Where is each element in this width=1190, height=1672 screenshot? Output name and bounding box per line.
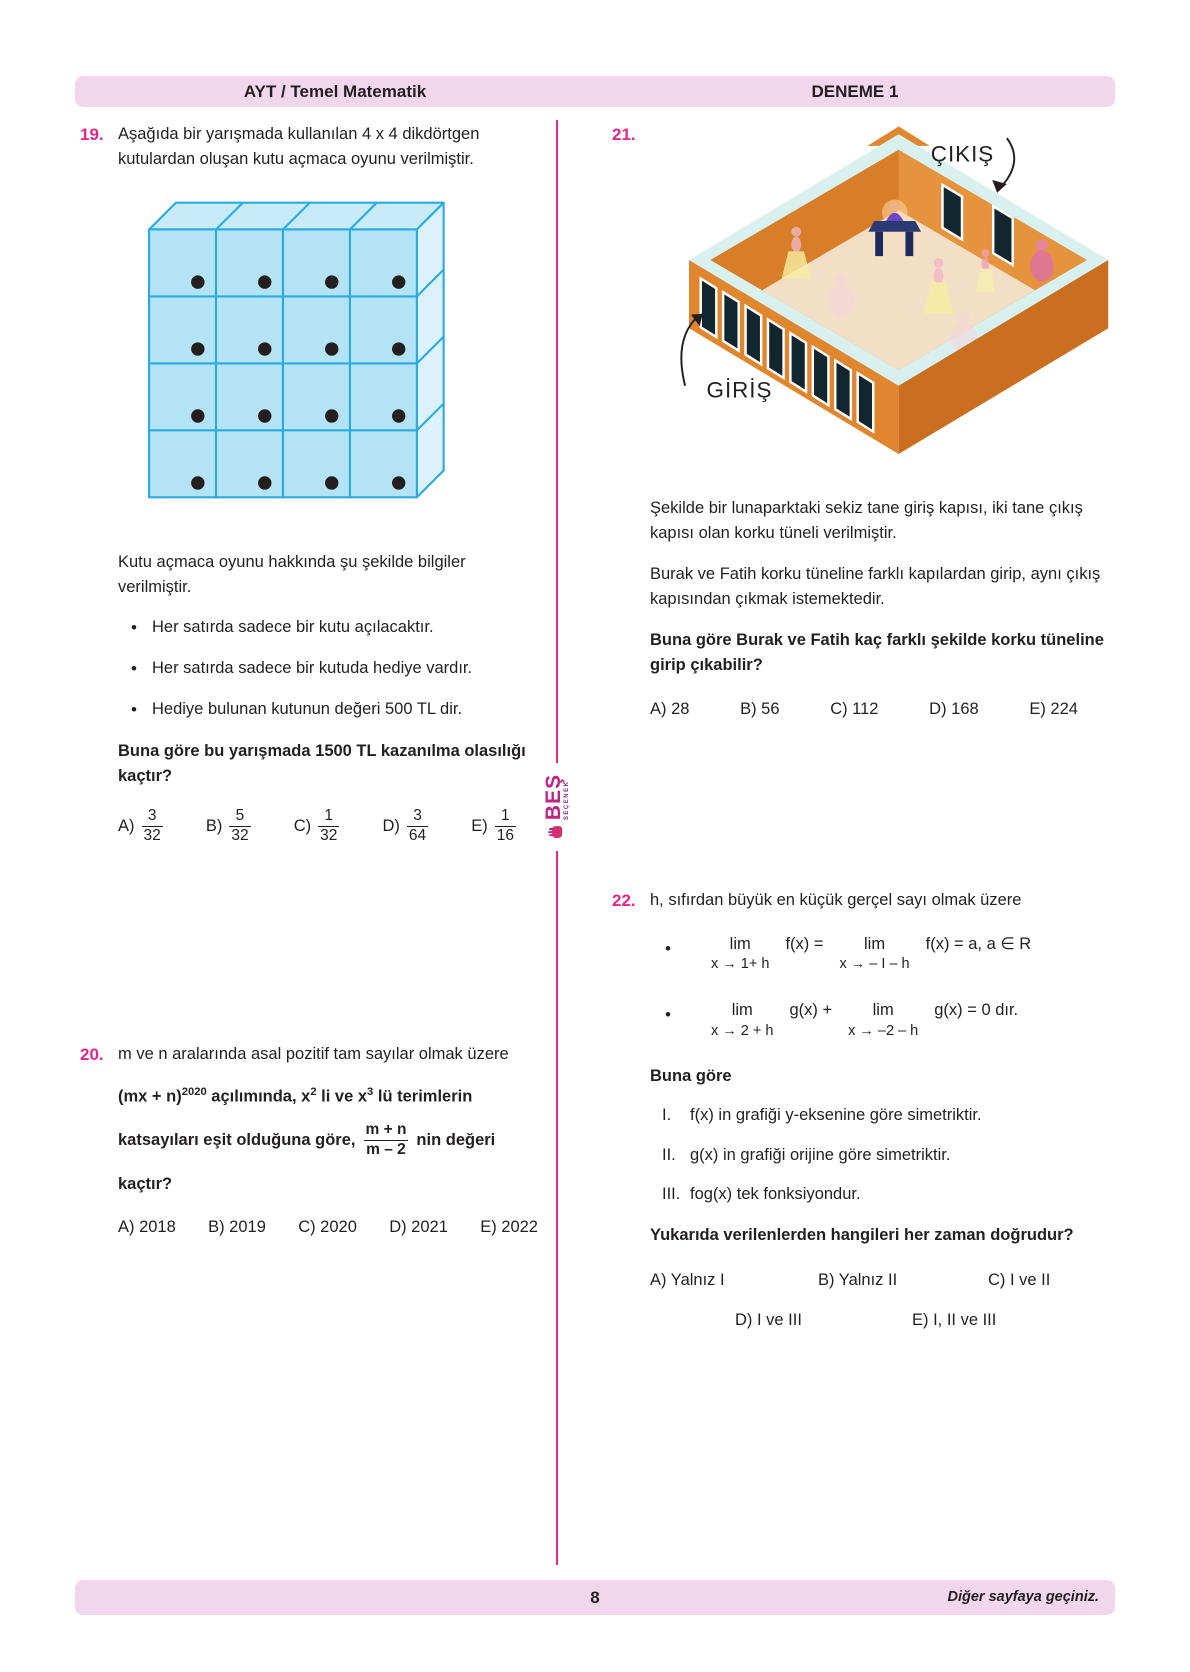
footer-bar bbox=[75, 1580, 1115, 1615]
header-left-title: AYT / Temel Matematik bbox=[243, 81, 427, 101]
option-B: B) 56 bbox=[740, 699, 780, 718]
statement-1: I. f(x) in grafiği y-eksenine göre simetriktir. bbox=[662, 1106, 982, 1125]
question-21-p2: Burak ve Fatih korku tüneline farklı kapılardan girip, aynı çıkış kapısından çıkmak istemektedir. bbox=[650, 565, 1101, 609]
option-D: D) $\frac{3}{64}$ bbox=[382, 807, 427, 844]
limit-line-2: • lim x → 2 + h g(x) + lim x → –2 – h g(x) = 0 dır. bbox=[665, 1001, 1019, 1039]
option-C: C) 2020 bbox=[298, 1217, 357, 1236]
bullet-item: • Her satırda sadece bir kutuda hediye vardır. bbox=[131, 659, 473, 679]
bullet-item: • Her satırda sadece bir kutu açılacaktır. bbox=[131, 618, 434, 638]
question-20-options bbox=[118, 1215, 538, 1240]
bullet-item: • Hediye bulunan kutunun değeri 500 TL dir. bbox=[131, 700, 463, 720]
option-A: A) 2018 bbox=[118, 1217, 176, 1236]
header-right-title: DENEME 1 bbox=[811, 81, 899, 101]
question-20-intro: m ve n aralarında asal pozitif tam sayılar olmak üzere bbox=[118, 1045, 509, 1063]
question-19-info: Kutu açmaca oyunu hakkında şu şekilde bilgiler verilmiştir. bbox=[118, 553, 466, 597]
fist-icon bbox=[549, 824, 566, 841]
question-20 bbox=[80, 1042, 538, 1240]
option-A: A) Yalnız I bbox=[650, 1270, 725, 1289]
question-19-stem: Buna göre bu yarışmada 1500 TL kazanılma olasılığı kaçtır? bbox=[118, 741, 526, 785]
horror-tunnel-figure bbox=[650, 124, 1118, 482]
option-B: B) 2019 bbox=[208, 1217, 266, 1236]
question-21-options bbox=[650, 697, 1118, 722]
option-A: A) $\frac{3}{32}$ bbox=[118, 807, 161, 844]
box-grid-figure bbox=[146, 196, 538, 534]
question-19-intro: Aşağıda bir yarışmada kullanılan 4 x 4 dikdörtgen kutulardan oluşan kutu açmaca oyunu verilmiştir. bbox=[118, 125, 480, 169]
horror-tunnel-svg bbox=[650, 124, 1118, 474]
box-grid-svg bbox=[146, 196, 462, 526]
next-page-note: Diğer sayfaya geçiniz. bbox=[947, 1589, 1099, 1606]
statement-3: III. fog(x) tek fonksiyondur. bbox=[662, 1184, 861, 1203]
question-21-stem: Buna göre Burak ve Fatih kaç farklı şekilde korku tüneline girip çıkabilir? bbox=[650, 631, 1104, 675]
exit-arrow bbox=[999, 138, 1014, 189]
option-D: D) I ve III bbox=[735, 1310, 802, 1329]
question-22-options-row1 bbox=[612, 1268, 1118, 1294]
question-22-options-row2 bbox=[612, 1308, 1118, 1334]
option-B: B) $\frac{5}{32}$ bbox=[205, 807, 249, 844]
logo-name: BEŞ bbox=[542, 773, 566, 820]
question-21 bbox=[612, 122, 1118, 722]
header-bar bbox=[75, 76, 1115, 107]
question-20-formula-line2: katsayıları eşit olduğuna göre, $\frac{m + n}{m - 2}$ nin değeri bbox=[118, 1121, 496, 1158]
question-21-number: 21. bbox=[612, 125, 636, 144]
option-C: C) $\frac{1}{32}$ bbox=[293, 807, 338, 844]
statement-2: II. g(x) in grafiği orijine göre simetriktir. bbox=[662, 1145, 951, 1164]
question-20-stem: kaçtır? bbox=[118, 1174, 173, 1193]
option-B: B) Yalnız II bbox=[818, 1270, 898, 1289]
question-20-formula-line1: (mx + n)$^{2020}$ açılımında, $x^2$ li ve $x^3$ lü terimlerin bbox=[118, 1085, 473, 1106]
option-D: D) 2021 bbox=[389, 1217, 448, 1236]
publisher-logo bbox=[519, 763, 595, 851]
option-C: C) I ve II bbox=[988, 1270, 1051, 1289]
logo-subtitle: SEÇENEK bbox=[564, 780, 571, 820]
question-21-p1: Şekilde bir lunaparktaki sekiz tane giriş kapısı, iki tane çıkış kapısı olan korku tüneli verilmiştir. bbox=[650, 499, 1083, 543]
question-19-options bbox=[118, 807, 516, 845]
question-22-stem: Yukarıda verilenlerden hangileri her zaman doğrudur? bbox=[650, 1225, 1074, 1244]
option-E: E) 2022 bbox=[480, 1217, 538, 1236]
option-C: C) 112 bbox=[830, 699, 879, 718]
question-20-number: 20. bbox=[80, 1045, 104, 1064]
question-22-number: 22. bbox=[612, 891, 636, 910]
page-number: 8 bbox=[590, 1587, 600, 1607]
option-E: E) 224 bbox=[1029, 699, 1078, 718]
option-D: D) 168 bbox=[929, 699, 979, 718]
option-E: E) $\frac{1}{16}$ bbox=[471, 807, 514, 844]
question-19-number: 19. bbox=[80, 125, 104, 144]
question-22 bbox=[612, 888, 1118, 1334]
enter-label: GİRİŞ bbox=[706, 377, 773, 403]
question-19 bbox=[80, 122, 538, 845]
question-22-intro: h, sıfırdan büyük en küçük gerçel sayı olmak üzere bbox=[650, 891, 1022, 909]
limit-line-1: • lim x → 1+ h f(x) = lim x → – I – h f(x) = a, a ∈ R bbox=[665, 934, 1032, 973]
exit-label: ÇIKIŞ bbox=[930, 141, 995, 167]
option-E: E) I, II ve III bbox=[912, 1310, 997, 1329]
question-22-lead: Buna göre bbox=[650, 1067, 732, 1086]
option-A: A) 28 bbox=[650, 699, 690, 718]
